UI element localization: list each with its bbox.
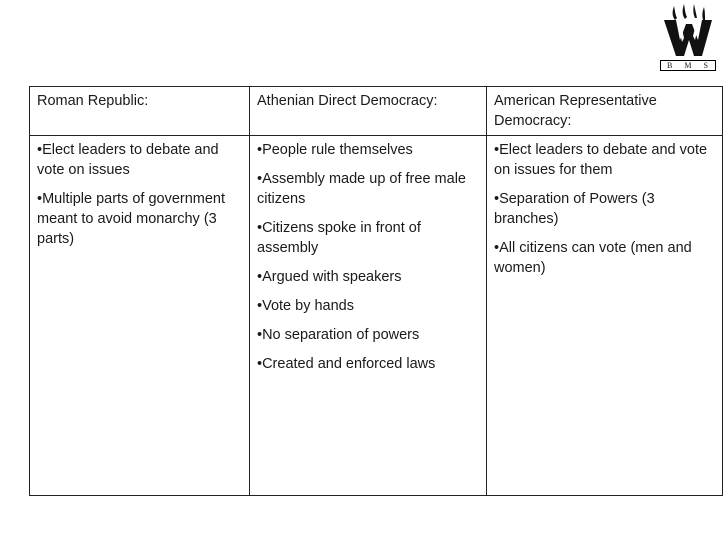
list-item: •No separation of powers <box>257 327 420 343</box>
table-row <box>30 136 723 496</box>
american-democracy-cell <box>487 136 723 496</box>
table-header-row <box>30 87 723 136</box>
header-athenian-direct-democracy: Athenian Direct Democracy: <box>250 87 487 136</box>
list-item: •Citizens spoke in front of assembly <box>257 220 421 256</box>
list-item: •Separation of Powers (3 branches) <box>494 191 655 227</box>
list-item: •People rule themselves <box>257 142 413 158</box>
school-logo <box>660 4 716 72</box>
list-item: •Assembly made up of free male citizens <box>257 171 466 207</box>
comparison-table <box>29 86 723 496</box>
list-item: •Argued with speakers <box>257 269 402 285</box>
list-item: •Elect leaders to debate and vote on issues <box>37 142 219 178</box>
header-roman-republic: Roman Republic: <box>30 87 250 136</box>
list-item: •Elect leaders to debate and vote on issues for them <box>494 142 708 178</box>
roman-republic-cell <box>30 136 250 496</box>
wolf-paw-w-icon <box>660 4 716 60</box>
header-american-representative-democracy: American Representative Democracy: <box>487 87 723 136</box>
athenian-democracy-cell <box>250 136 487 496</box>
logo-text: B M S <box>660 60 716 71</box>
list-item: •Multiple parts of government meant to avoid monarchy (3 parts) <box>37 191 226 247</box>
list-item: •Vote by hands <box>257 298 354 314</box>
list-item: •Created and enforced laws <box>257 356 436 372</box>
list-item: •All citizens can vote (men and women) <box>494 240 692 276</box>
